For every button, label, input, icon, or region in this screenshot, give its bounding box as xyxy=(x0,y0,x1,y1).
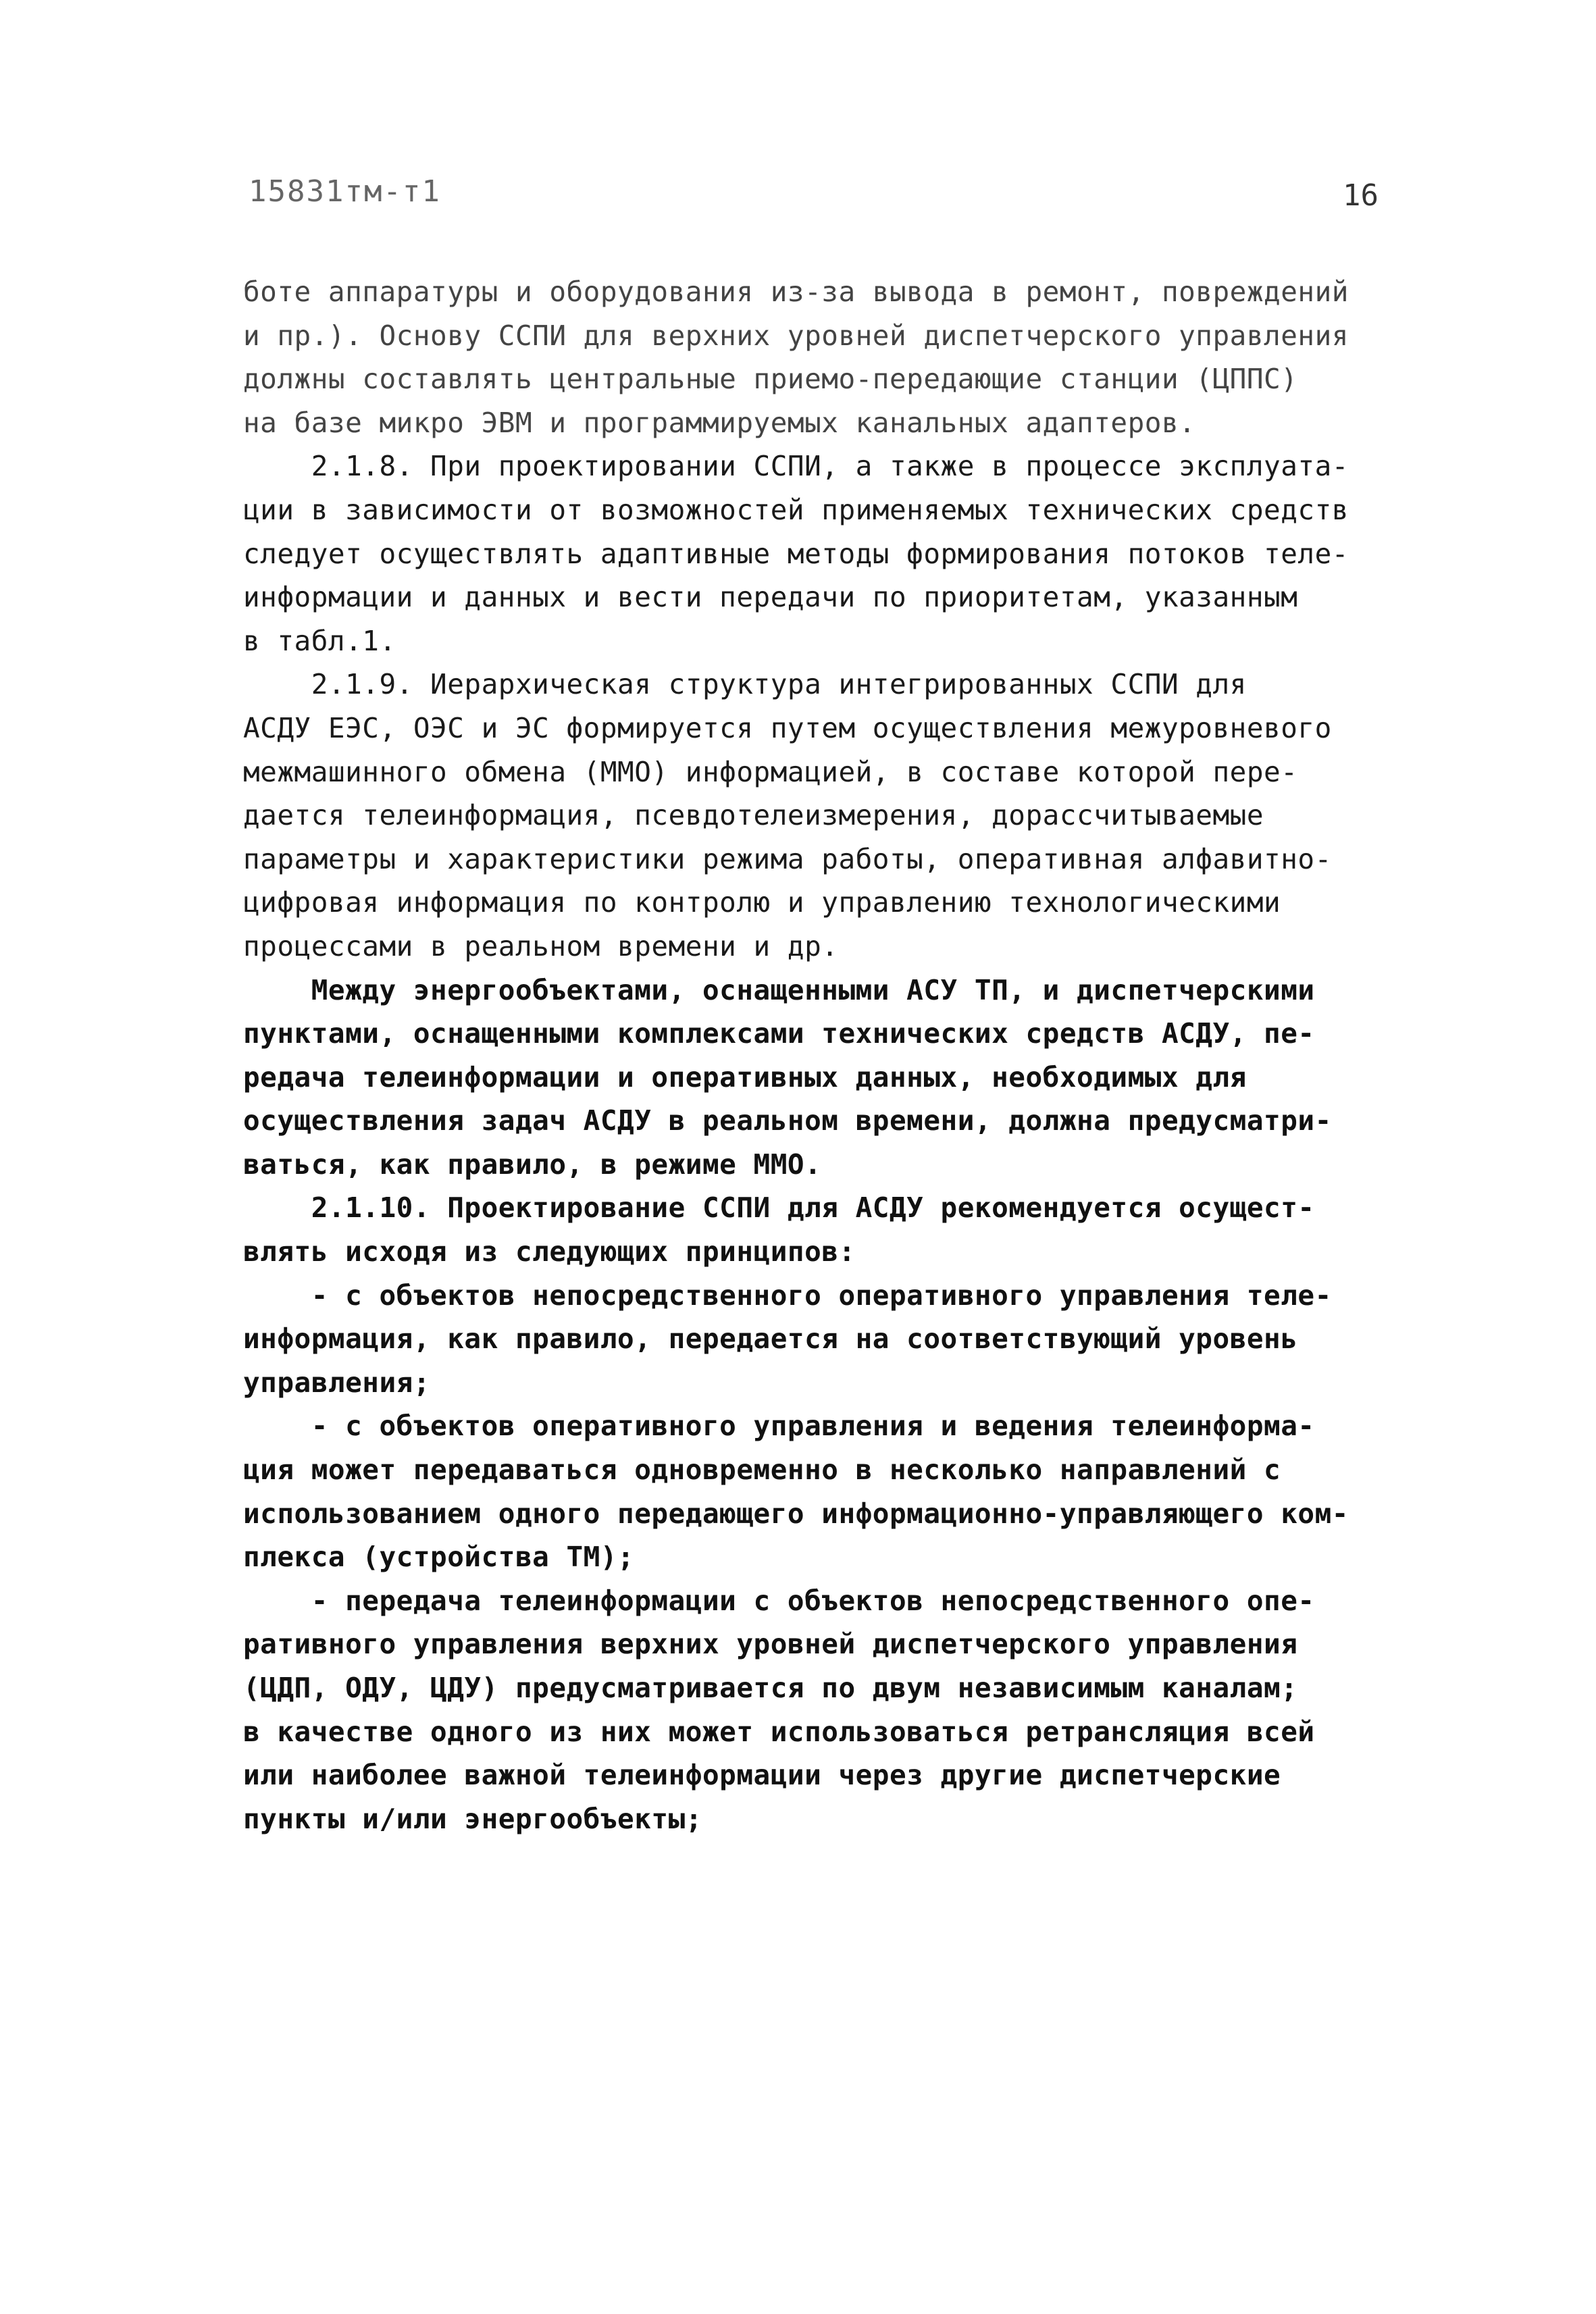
text-line: в качестве одного из них может использоваться ретрансляция всей xyxy=(243,1715,1315,1748)
text-line: и пр.). Основу ССПИ для верхних уровней диспетчерского управления xyxy=(243,319,1349,352)
text-line: - передача телеинформации с объектов непосредственного опе- xyxy=(243,1584,1315,1617)
page-number: 16 xyxy=(1343,178,1379,213)
document-code: 15831тм-т1 xyxy=(249,174,441,209)
text-line: 2.1.8. При проектировании ССПИ, а также в процессе эксплуата- xyxy=(243,450,1349,483)
text-line: ративного управления верхних уровней диспетчерского управления xyxy=(243,1628,1298,1661)
text-line: - с объектов оперативного управления и ведения телеинформа- xyxy=(243,1410,1315,1443)
text-line: плекса (устройства ТМ); xyxy=(243,1541,635,1574)
text-line: цифровая информация по контролю и управлению технологическими xyxy=(243,886,1281,919)
text-line: осуществления задач АСДУ в реальном времени, должна предусматри- xyxy=(243,1104,1332,1137)
text-line: дается телеинформация, псевдотелеизмерения, дорассчитываемые xyxy=(243,799,1264,832)
text-line: 2.1.9. Иерархическая структура интегрированных ССПИ для xyxy=(243,668,1247,701)
text-line: АСДУ ЕЭС, ОЭС и ЭС формируется путем осуществления межуровневого xyxy=(243,711,1332,744)
text-line: информации и данных и вести передачи по приоритетам, указанным xyxy=(243,581,1298,614)
text-line: пунктами, оснащенными комплексами технических средств АСДУ, пе- xyxy=(243,1017,1315,1050)
text-line: управления; xyxy=(243,1366,431,1399)
text-line: ваться, как правило, в режиме ММО. xyxy=(243,1148,822,1181)
text-line: Между энергообъектами, оснащенными АСУ ТП, и диспетчерскими xyxy=(243,973,1315,1006)
text-line: влять исходя из следующих принципов: xyxy=(243,1235,856,1268)
text-line: следует осуществлять адаптивные методы формирования потоков теле- xyxy=(243,537,1349,570)
text-line: ции в зависимости от возможностей применяемых технических средств xyxy=(243,493,1349,526)
body-text xyxy=(243,270,1452,1841)
text-line: 2.1.10. Проектирование ССПИ для АСДУ рекомендуется осущест- xyxy=(243,1191,1315,1225)
text-line: межмашинного обмена (ММО) информацией, в составе которой пере- xyxy=(243,755,1298,788)
text-line: в табл.1. xyxy=(243,624,396,657)
text-line: (ЦДП, ОДУ, ЦДУ) предусматривается по двум независимым каналам; xyxy=(243,1672,1298,1704)
text-line: на базе микро ЭВМ и программируемых канальных адаптеров. xyxy=(243,406,1196,439)
text-line: редача телеинформации и оперативных данных, необходимых для xyxy=(243,1060,1247,1094)
text-line: должны составлять центральные приемо-передающие станции (ЦППС) xyxy=(243,363,1298,396)
text-line: боте аппаратуры и оборудования из-за вывода в ремонт, повреждений xyxy=(243,276,1349,308)
text-line: информация, как правило, передается на соответствующий уровень xyxy=(243,1322,1298,1356)
text-line: использованием одного передающего информационно-управляющего ком- xyxy=(243,1497,1349,1530)
text-line: или наиболее важной телеинформации через другие диспетчерские xyxy=(243,1759,1281,1792)
text-line: - с объектов непосредственного оперативного управления теле- xyxy=(243,1279,1332,1312)
text-line: ция может передаваться одновременно в несколько направлений с xyxy=(243,1454,1281,1487)
text-line: пункты и/или энергообъекты; xyxy=(243,1802,702,1835)
text-line: параметры и характеристики режима работы, оперативная алфавитно- xyxy=(243,842,1332,875)
page-header xyxy=(249,174,1397,228)
text-line: процессами в реальном времени и др. xyxy=(243,929,839,962)
